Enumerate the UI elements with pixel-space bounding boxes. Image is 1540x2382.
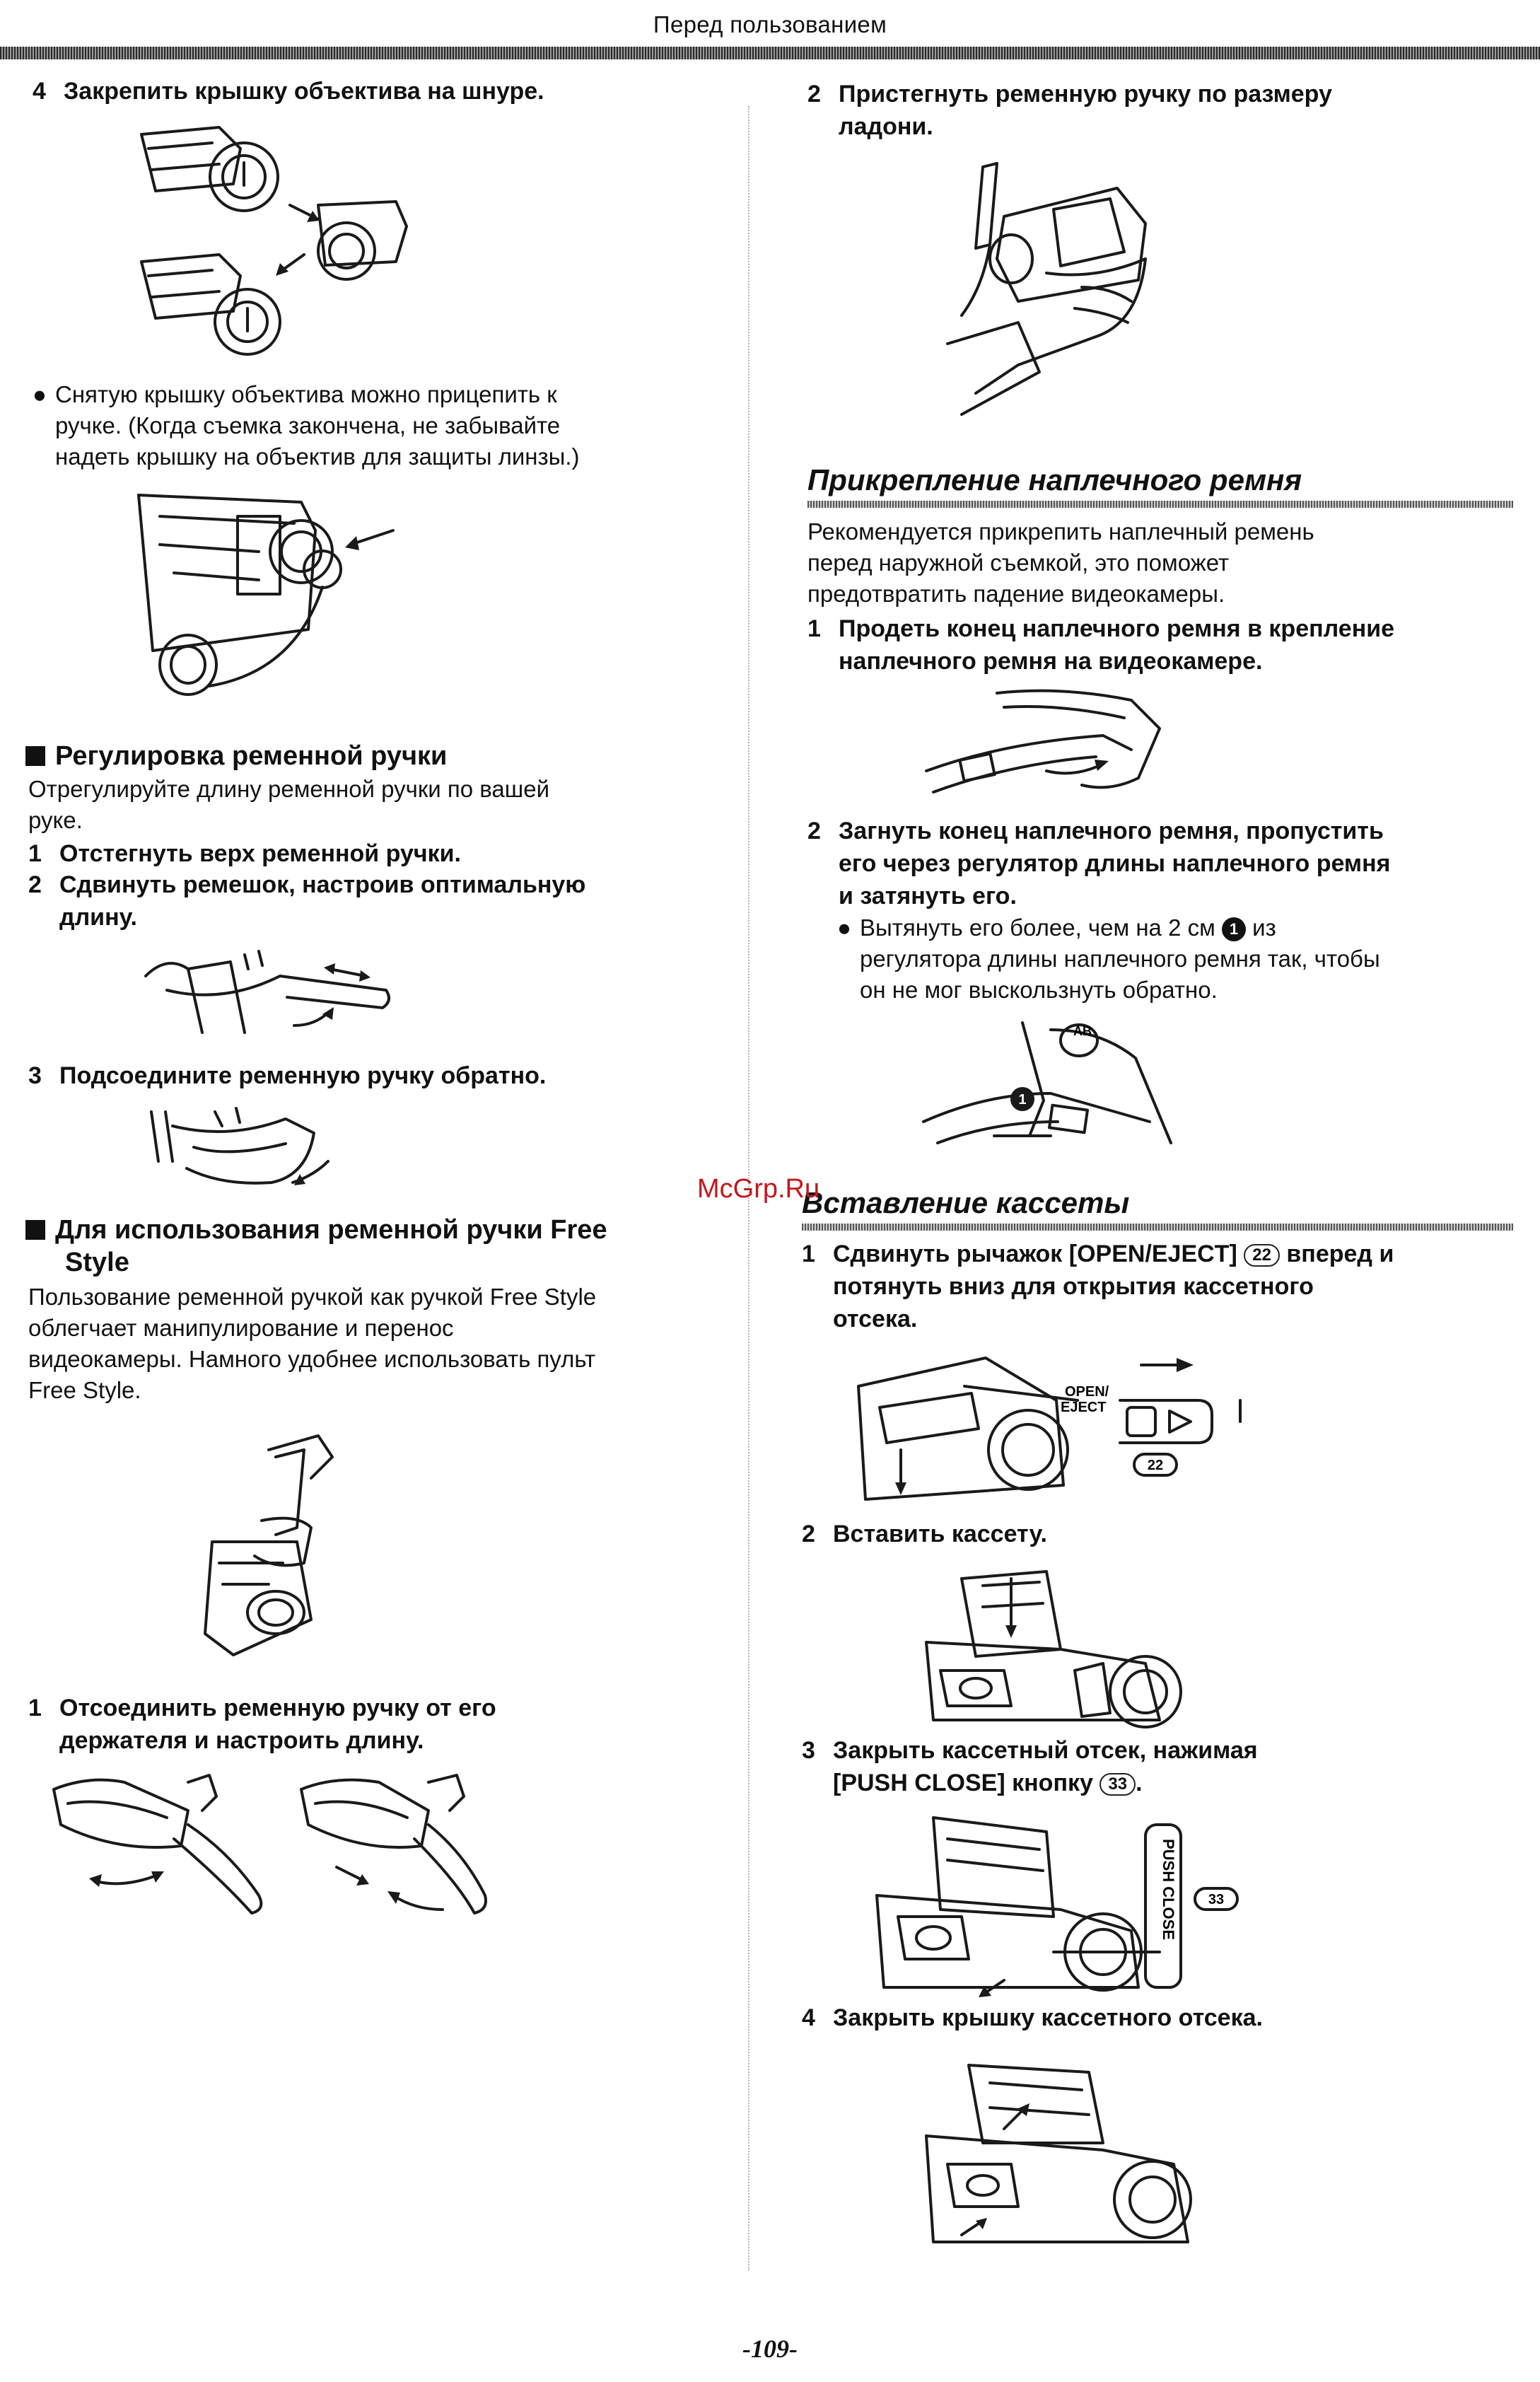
grip-slide-illustration: [139, 948, 400, 1040]
lens-cap-note: [33, 379, 740, 472]
cassette-step-3: [802, 1734, 1516, 1799]
freestyle-carry-illustration: [191, 1436, 375, 1669]
step-number: 1: [802, 1241, 815, 1267]
step-number: 4: [802, 2004, 815, 2031]
note-line-3: он не мог выскользнуть обратно.: [860, 977, 1218, 1003]
page-number: -109-: [742, 2335, 798, 2363]
step-text-line-3: отсека.: [833, 1306, 918, 1332]
step-text-line-1-pre: Сдвинуть рычажок [OPEN/EJECT]: [833, 1241, 1237, 1267]
open-eject-illustration: [844, 1344, 1254, 1514]
step-text: Закрепить крышку объектива на шнуре.: [64, 78, 544, 105]
step-number: 1: [807, 615, 821, 642]
step-text-line-2: держателя и настроить длину.: [59, 1727, 424, 1754]
grip-step-2: [28, 868, 735, 934]
shoulder-step-1: [807, 612, 1515, 678]
hand-grip-illustration: [933, 160, 1160, 429]
page-header-title: Перед пользованием: [653, 11, 887, 37]
watermark: McGrp.Ru: [697, 1174, 820, 1204]
insert-cassette-illustration: [919, 1564, 1202, 1727]
header-divider-band: [0, 47, 1540, 59]
step-text: Подсоедините ременную ручку обратно.: [59, 1062, 547, 1089]
step-text: Вставить кассету.: [833, 1521, 1047, 1547]
step-number: 2: [802, 1521, 815, 1547]
section-freestyle-title: [25, 1214, 733, 1279]
step-number: 1: [28, 840, 42, 867]
intro-line-2: руке.: [28, 807, 83, 833]
intro-line-1: Рекомендуется прикрепить наплечный ремень: [807, 518, 1314, 545]
bullet-dot: ●: [33, 381, 47, 407]
open-eject-label-line-1: OPEN/: [1065, 1384, 1109, 1400]
note-line-3: надеть крышку на объектив для защиты линзы.): [55, 443, 580, 470]
shoulder-step-2-note: [837, 912, 1516, 1006]
section-shoulder-strap-title: Прикрепление наплечного ремня: [807, 463, 1302, 496]
section-grip-adjust-title: [25, 740, 733, 772]
grip-step-3: [28, 1059, 735, 1092]
section-square-icon: [25, 746, 45, 766]
grip-step-2-fasten: [807, 78, 1515, 143]
ref-badge-22: 22: [1244, 1244, 1280, 1267]
shoulder-intro: [807, 516, 1515, 610]
cassette-step-1: [802, 1238, 1516, 1335]
note-line-1: Снятую крышку объектива можно прицепить к: [55, 381, 557, 407]
intro-line-1: Пользование ременной ручкой как ручкой Free Style: [28, 1284, 597, 1310]
step-text-line-2: потянуть вниз для открытия кассетного: [833, 1273, 1314, 1300]
step-text-line-2: его через регулятор длины наплечного ремня: [839, 850, 1391, 877]
step-number: 1: [28, 1695, 42, 1721]
step-number: 2: [807, 818, 821, 844]
step-number: 2: [807, 81, 821, 108]
step-text-line-1: Сдвинуть ремешок, настроив оптимальную: [59, 871, 586, 898]
step-text: Закрыть крышку кассетного отсека.: [833, 2004, 1263, 2031]
badge-22-label: 22: [1147, 1458, 1164, 1473]
section-title-text: Регулировка ременной ручки: [55, 741, 448, 771]
step-text-line-2: ладони.: [839, 113, 933, 140]
step-number: 4: [33, 78, 46, 105]
step-text-line-1: Продеть конец наплечного ремня в крепление: [839, 615, 1395, 642]
freestyle-intro: [28, 1282, 735, 1406]
freestyle-detach-illustration: [47, 1768, 499, 1931]
section-title-underline: [802, 1224, 1513, 1231]
bullet-dot: ●: [837, 914, 851, 941]
grip-adjust-intro: [28, 774, 735, 836]
step-text-line-2: длину.: [59, 904, 137, 931]
push-close-illustration: [863, 1811, 1244, 1994]
cassette-step-4: [802, 2002, 1509, 2034]
step-text-line-1-post: вперед и: [1286, 1241, 1394, 1267]
intro-line-2: перед наружной съемкой, это поможет: [807, 550, 1230, 576]
step-text-line-2-pre: [PUSH CLOSE] кнопку: [833, 1770, 1093, 1796]
open-eject-label-line-2: EJECT: [1061, 1400, 1107, 1415]
step-text-line-1: Загнуть конец наплечного ремня, пропустить: [839, 818, 1384, 844]
intro-line-3: предотвратить падение видеокамеры.: [807, 581, 1225, 607]
cassette-step-2: [802, 1518, 1509, 1550]
step-text-line-1: Закрыть кассетный отсек, нажимая: [833, 1737, 1258, 1764]
step-text-line-2-post: .: [1136, 1770, 1143, 1796]
section-cassette-title: Вставление кассеты: [802, 1186, 1130, 1219]
section-square-icon: [25, 1220, 45, 1240]
step-number: 3: [802, 1737, 815, 1764]
step-number: 3: [28, 1062, 42, 1089]
strap-thread-illustration: [919, 686, 1188, 813]
push-close-label: PUSH CLOSE: [1160, 1839, 1177, 1941]
freestyle-step-1: [28, 1692, 735, 1757]
close-cover-illustration: [919, 2051, 1202, 2249]
grip-step-1: [28, 837, 735, 870]
step-number: 2: [28, 871, 42, 898]
ref-badge-33: 33: [1099, 1773, 1136, 1796]
marker-1-label: 1: [1018, 1092, 1027, 1108]
intro-line-3: видеокамеры. Намного удобнее использовать пульт: [28, 1346, 596, 1372]
step-text: Отстегнуть верх ременной ручки.: [59, 840, 461, 867]
strap-adjuster-illustration: [916, 1016, 1185, 1157]
step-text-line-1: Отсоединить ременную ручку от его: [59, 1695, 496, 1721]
note-line-2: регулятора длины наплечного ремня так, чтобы: [860, 946, 1380, 972]
note-line-1-pre: Вытянуть его более, чем на 2 см: [860, 914, 1215, 941]
lens-cap-cord-illustration: [134, 120, 445, 361]
note-line-1-post: из: [1252, 914, 1276, 941]
badge-33-label: 33: [1208, 1892, 1225, 1907]
intro-line-4: Free Style.: [28, 1377, 141, 1403]
lens-cap-hanging-illustration: [132, 488, 414, 714]
step-text-line-1: Пристегнуть ременную ручку по размеру: [839, 81, 1332, 108]
step-text-line-3: и затянуть его.: [839, 883, 1017, 910]
note-line-2: ручке. (Когда съемка закончена, не забывайте: [55, 412, 561, 438]
section-title-line-2: Style: [65, 1248, 129, 1277]
step-attach-lens-cap: [33, 75, 725, 108]
grip-reattach-illustration: [144, 1105, 356, 1190]
section-title-line-1: Для использования ременной ручки Free: [55, 1215, 607, 1245]
section-title-underline: [807, 501, 1513, 508]
intro-line-2: облегчает манипулирование и перенос: [28, 1315, 454, 1341]
marker-1-badge: 1: [1222, 917, 1246, 941]
strap-ab-mark: AB: [1073, 1024, 1092, 1038]
intro-line-1: Отрегулируйте длину ременной ручки по вашей: [28, 776, 550, 802]
step-text-line-2: наплечного ремня на видеокамере.: [839, 648, 1263, 675]
shoulder-step-2: [807, 815, 1515, 912]
